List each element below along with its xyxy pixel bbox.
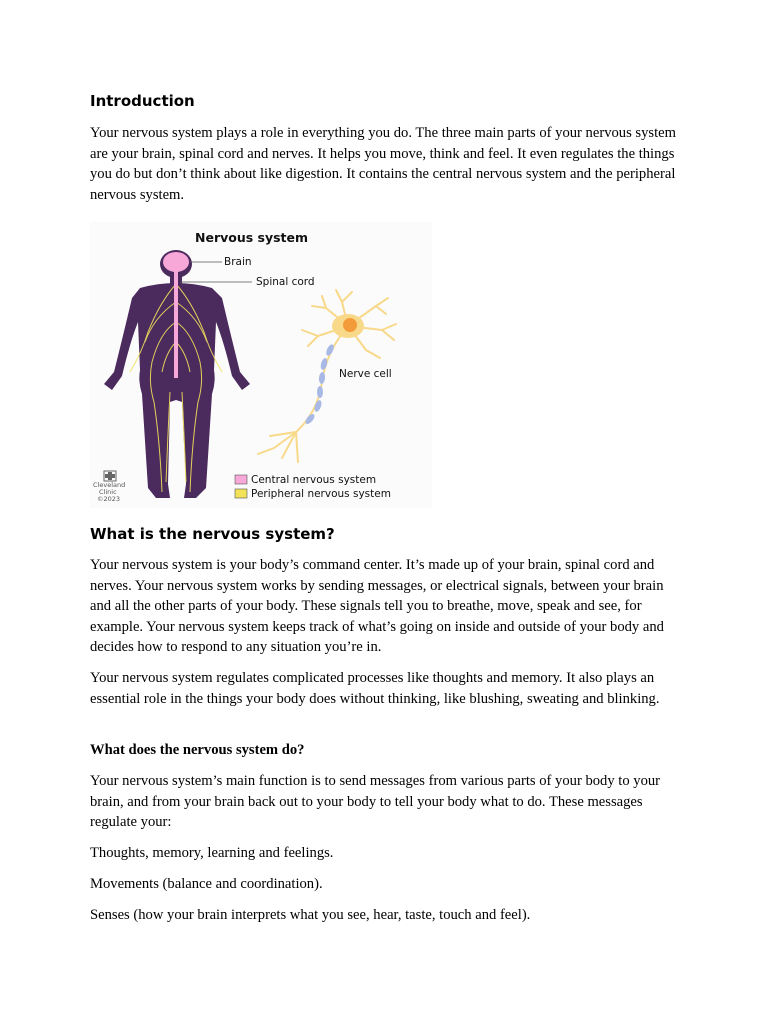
label-brain: Brain (224, 256, 252, 268)
legend-central: Central nervous system (251, 474, 377, 486)
nervous-system-figure (90, 222, 432, 508)
list-item: Thoughts, memory, learning and feelings. (90, 845, 334, 861)
figure-title: Nervous system (195, 230, 309, 245)
section-heading-introduction: Introduction (90, 92, 195, 110)
intro-paragraph: Your nervous system plays a role in everything you do. The three main parts of your nervous system are your brain, spinal cord and nerves. It helps you move, think and feel. It even regulates the things you do but don’t think about like digestion. It contains the central nervous system and the peripheral nervous system. (90, 125, 676, 203)
what-is-paragraph-2: Your nervous system regulates complicated processes like thoughts and memory. It also plays an essential role in the things your body does without thinking, like blushing, sweating and blinking. (90, 670, 660, 707)
list-item: Senses (how your brain interprets what you see, hear, taste, touch and feel). (90, 907, 531, 923)
brain-shape (163, 252, 189, 272)
what-is-paragraph-1: Your nervous system is your body’s command center. It’s made up of your brain, spinal cord and nerves. Your nervous system works by sending messages, or electrical signals, between your brain and all the other parts of your body. These signals tell you to breathe, move, speak and see, for example. Your nervous system keeps track of what’s going on inside and outside of your body and decides how to respond to any situation you’re in. (90, 557, 664, 655)
section-heading-what-is: What is the nervous system? (90, 525, 335, 543)
label-spinal-cord: Spinal cord (256, 276, 315, 288)
legend-swatch-central (235, 475, 247, 484)
legend-swatch-peripheral (235, 489, 247, 498)
nervous-system-illustration (90, 222, 432, 508)
legend-peripheral: Peripheral nervous system (251, 488, 391, 500)
svg-text:Clinic: Clinic (99, 488, 117, 496)
spinal-cord-shape (174, 270, 178, 378)
label-nerve-cell: Nerve cell (339, 368, 392, 380)
svg-text:©2023: ©2023 (97, 495, 121, 503)
what-does-paragraph: Your nervous system’s main function is to send messages from various parts of your body to your brain, and from your brain back out to your body to tell your body what to do. These messages regulate your: (90, 773, 661, 830)
list-item: Movements (balance and coordination). (90, 876, 323, 892)
svg-text:Cleveland: Cleveland (93, 481, 126, 489)
subheading-what-does: What does the nervous system do? (90, 742, 305, 758)
